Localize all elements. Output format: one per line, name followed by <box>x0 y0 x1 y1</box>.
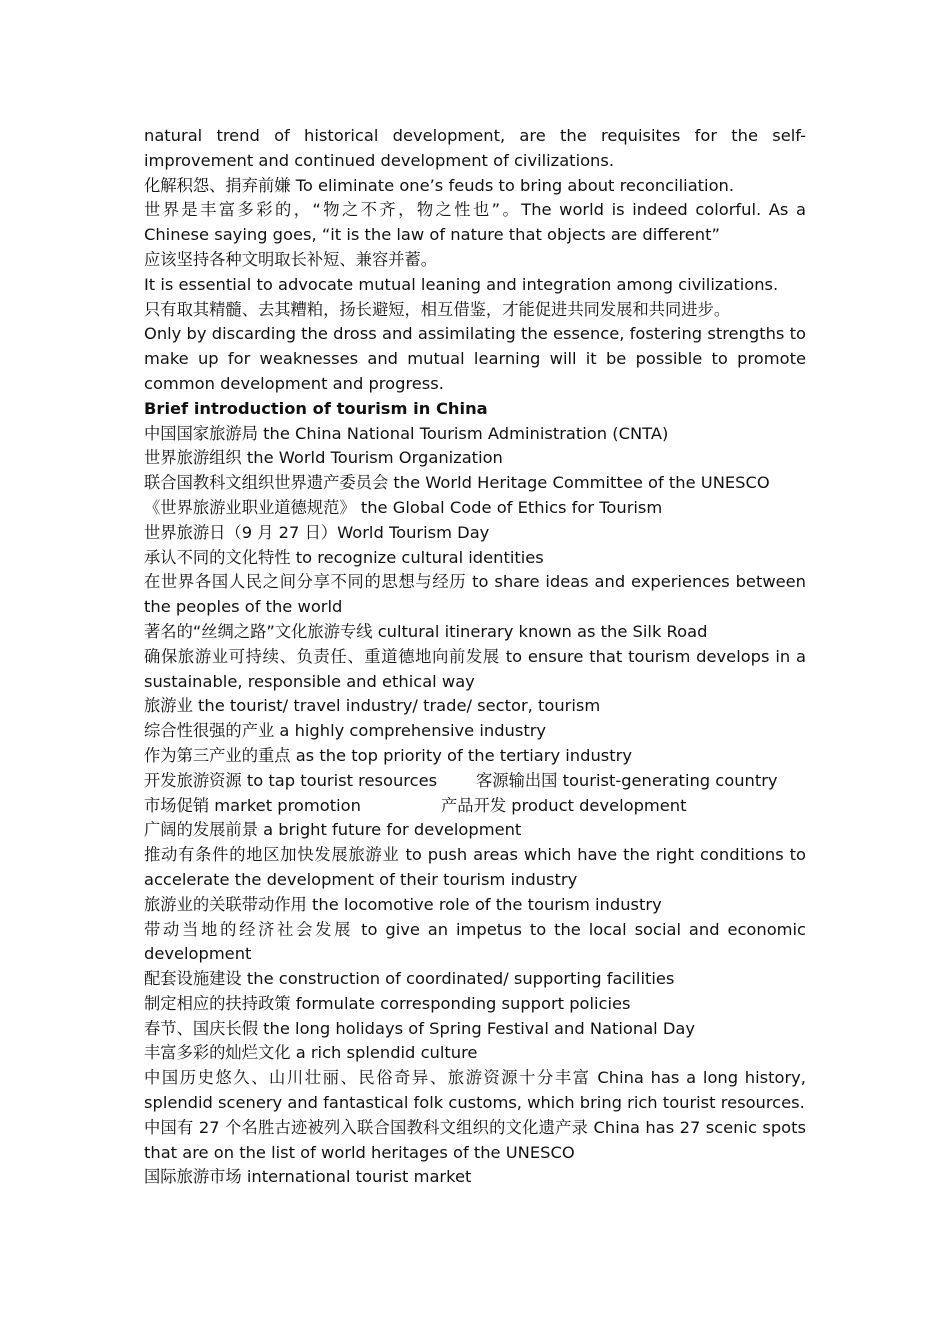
text-line: 世界旅游组织 the World Tourism Organization <box>144 448 503 468</box>
text-line: 带动当地的经济社会发展 to give an impetus to the local social and economic development <box>144 919 806 964</box>
text-line: 推动有条件的地区加快发展旅游业 to push areas which have the right conditions to accelerate the development of their tourism industry <box>144 845 806 889</box>
document-page <box>144 124 806 1190</box>
text-line: It is essential to advocate mutual leaning and integration among civilizations. <box>144 274 779 294</box>
glossary-term-left: 开发旅游资源 to tap tourist resources <box>144 770 438 790</box>
text-line: 只有取其精髓、去其糟粕，扬长避短，相互借鉴，才能促进共同发展和共同进步。 <box>144 299 731 319</box>
glossary-pair-line <box>144 794 806 819</box>
text-line: 世界是丰富多彩的，“物之不齐，物之性也”。The world is indeed colorful. As a Chinese saying goes, “it is the law of nature that objects are different” <box>144 200 806 245</box>
text-line: 化解积怨、捐弃前嫌 To eliminate one’s feuds to bring about reconciliation. <box>144 175 735 195</box>
text-line: 确保旅游业可持续、负责任、重道德地向前发展 to ensure that tourism develops in a sustainable, responsible and ethical way <box>144 646 806 691</box>
text-line: Only by discarding the dross and assimilating the essence, fostering strengths to make up for weaknesses and mutual learning will it be possible to promote common development and progress. <box>144 324 806 393</box>
text-line: 在世界各国人民之间分享不同的思想与经历 to share ideas and experiences between the peoples of the world <box>144 572 806 617</box>
text-line: 旅游业的关联带动作用 the locomotive role of the tourism industry <box>144 894 662 914</box>
text-line: 制定相应的扶持政策 formulate corresponding support policies <box>144 993 631 1013</box>
text-line: 春节、国庆长假 the long holidays of Spring Festival and National Day <box>144 1018 696 1038</box>
text-line: 世界旅游日（9 月 27 日）World Tourism Day <box>144 522 490 542</box>
text-line: 联合国教科文组织世界遗产委员会 the World Heritage Committee of the UNESCO <box>144 473 770 493</box>
text-line: 中国有 27 个名胜古迹被列入联合国教科文组织的文化遗产录 China has 27 scenic spots that are on the list of world heritages of the UNESCO <box>144 1117 806 1162</box>
glossary-term-right: 产品开发 product development <box>441 795 687 815</box>
text-line: 广阔的发展前景 a bright future for development <box>144 820 522 840</box>
text-line: 中国历史悠久、山川壮丽、民俗奇异、旅游资源十分丰富 China has a long history, splendid scenery and fantastical folk customs, which bring rich tourist resources. <box>144 1068 806 1113</box>
glossary-term-right: 客源输出国 tourist-generating country <box>476 770 778 790</box>
text-line: 著名的“丝绸之路”文化旅游专线 cultural itinerary known as the Silk Road <box>144 621 708 641</box>
text-line: 配套设施建设 the construction of coordinated/ supporting facilities <box>144 969 675 989</box>
text-line: natural trend of historical development, are the requisites for the self-improvement and continued development of civilizations. <box>144 126 806 170</box>
text-line: 旅游业 the tourist/ travel industry/ trade/ sector, tourism <box>144 696 601 716</box>
text-line: 《世界旅游业职业道德规范》 the Global Code of Ethics for Tourism <box>144 497 663 517</box>
glossary-pair-line <box>144 769 806 794</box>
text-line: 丰富多彩的灿烂文化 a rich splendid culture <box>144 1043 478 1063</box>
glossary-term-left: 市场促销 market promotion <box>144 795 361 815</box>
text-line: 应该坚持各种文明取长补短、兼容并蓄。 <box>144 249 438 269</box>
text-line: 承认不同的文化特性 to recognize cultural identities <box>144 547 544 567</box>
text-line: 综合性很强的产业 a highly comprehensive industry <box>144 721 547 741</box>
text-line: 国际旅游市场 international tourist market <box>144 1167 472 1187</box>
section-heading: Brief introduction of tourism in China <box>144 398 488 418</box>
text-line: 作为第三产业的重点 as the top priority of the tertiary industry <box>144 745 632 765</box>
text-line: 中国国家旅游局 the China National Tourism Administration (CNTA) <box>144 423 669 443</box>
